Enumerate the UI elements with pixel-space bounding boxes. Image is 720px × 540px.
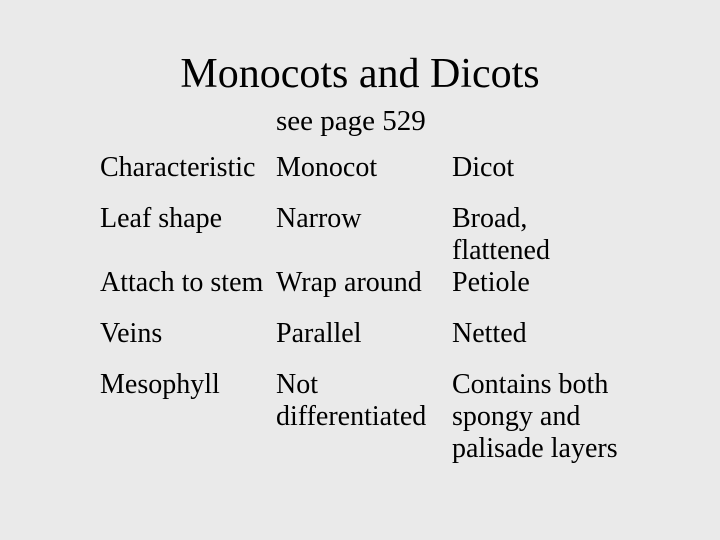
row-characteristic: Veins (100, 318, 163, 349)
header-characteristic: Characteristic (100, 152, 256, 183)
row-dicot-value: Contains both spongy and palisade layers (452, 369, 618, 464)
row-dicot-value: Petiole (452, 267, 530, 298)
slide-subtitle: see page 529 (276, 105, 426, 137)
row-monocot-value: Narrow (276, 203, 362, 234)
row-dicot-value: Netted (452, 318, 527, 349)
header-dicot: Dicot (452, 152, 515, 183)
header-monocot: Monocot (276, 152, 378, 183)
row-monocot-value: Wrap around (276, 267, 422, 298)
slide-title: Monocots and Dicots (180, 51, 540, 97)
row-characteristic: Attach to stem (100, 267, 264, 298)
row-characteristic: Leaf shape (100, 203, 223, 234)
row-monocot-value: Parallel (276, 318, 362, 349)
row-dicot-value: Broad, flattened (452, 203, 550, 266)
row-characteristic: Mesophyll (100, 369, 220, 400)
row-monocot-value: Not differentiated (276, 369, 427, 432)
